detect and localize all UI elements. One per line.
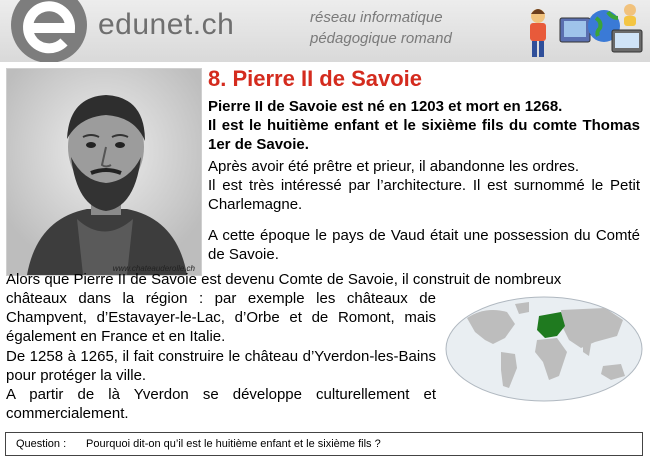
paragraph-priest-line-2: Il est très intéressé par l’architecture. Il est surnommé le Petit Charlemagne. [208, 177, 640, 213]
tagline-line-1: réseau informatique [310, 9, 443, 26]
question-text: Pourquoi dit-on qu’il est le huitième enfant et le sixième fils ? [86, 438, 381, 450]
intro-line-1: Pierre II de Savoie est né en 1203 et mort en 1268. [208, 98, 563, 115]
paragraph-castles: châteaux dans la région : par exemple les châteaux de Champvent, d’Estavayer-le-Lac, d’Orbe et de Romont, mais également en France et en Italie. [6, 290, 436, 345]
paragraph-castles-first-line [6, 270, 642, 289]
question-box [5, 432, 643, 456]
intro-paragraph [208, 97, 640, 154]
castles-line-1: Alors que Pierre II de Savoie est devenu Comte de Savoie, il construit de nombreux [6, 271, 562, 288]
brand-name[interactable]: edunet.ch [98, 8, 235, 41]
kids-computer-illustration [520, 2, 648, 62]
intro-line-2: Il est le huitième enfant et le sixième fils du comte Thomas 1er de Savoie. [208, 117, 640, 153]
paragraph-yverdon-castle: De 1258 à 1265, il fait construire le château d’Yverdon-les-Bains pour protéger la ville. [6, 348, 436, 384]
edunet-logo-icon [10, 0, 88, 62]
paragraph-vaud: A cette époque le pays de Vaud était une possession du Comté de Savoie. [208, 227, 640, 263]
portrait-engraving [7, 69, 201, 275]
header-banner [0, 0, 650, 62]
world-map-europe-highlighted [445, 296, 643, 402]
tagline-line-2: pédagogique romand [310, 30, 452, 47]
page-title: 8. Pierre II de Savoie [208, 66, 423, 91]
question-label: Question : [16, 438, 67, 450]
paragraph-priest-line-1: Après avoir été prêtre et prieur, il abandonne les ordres. [208, 158, 580, 175]
pierre-portrait-image [6, 68, 202, 276]
paragraph-priest [208, 157, 640, 214]
paragraph-yverdon-development: A partir de là Yverdon se développe culturellement et commercialement. [6, 386, 436, 422]
portrait-credit: www.chateauderolle.ch [112, 264, 195, 273]
